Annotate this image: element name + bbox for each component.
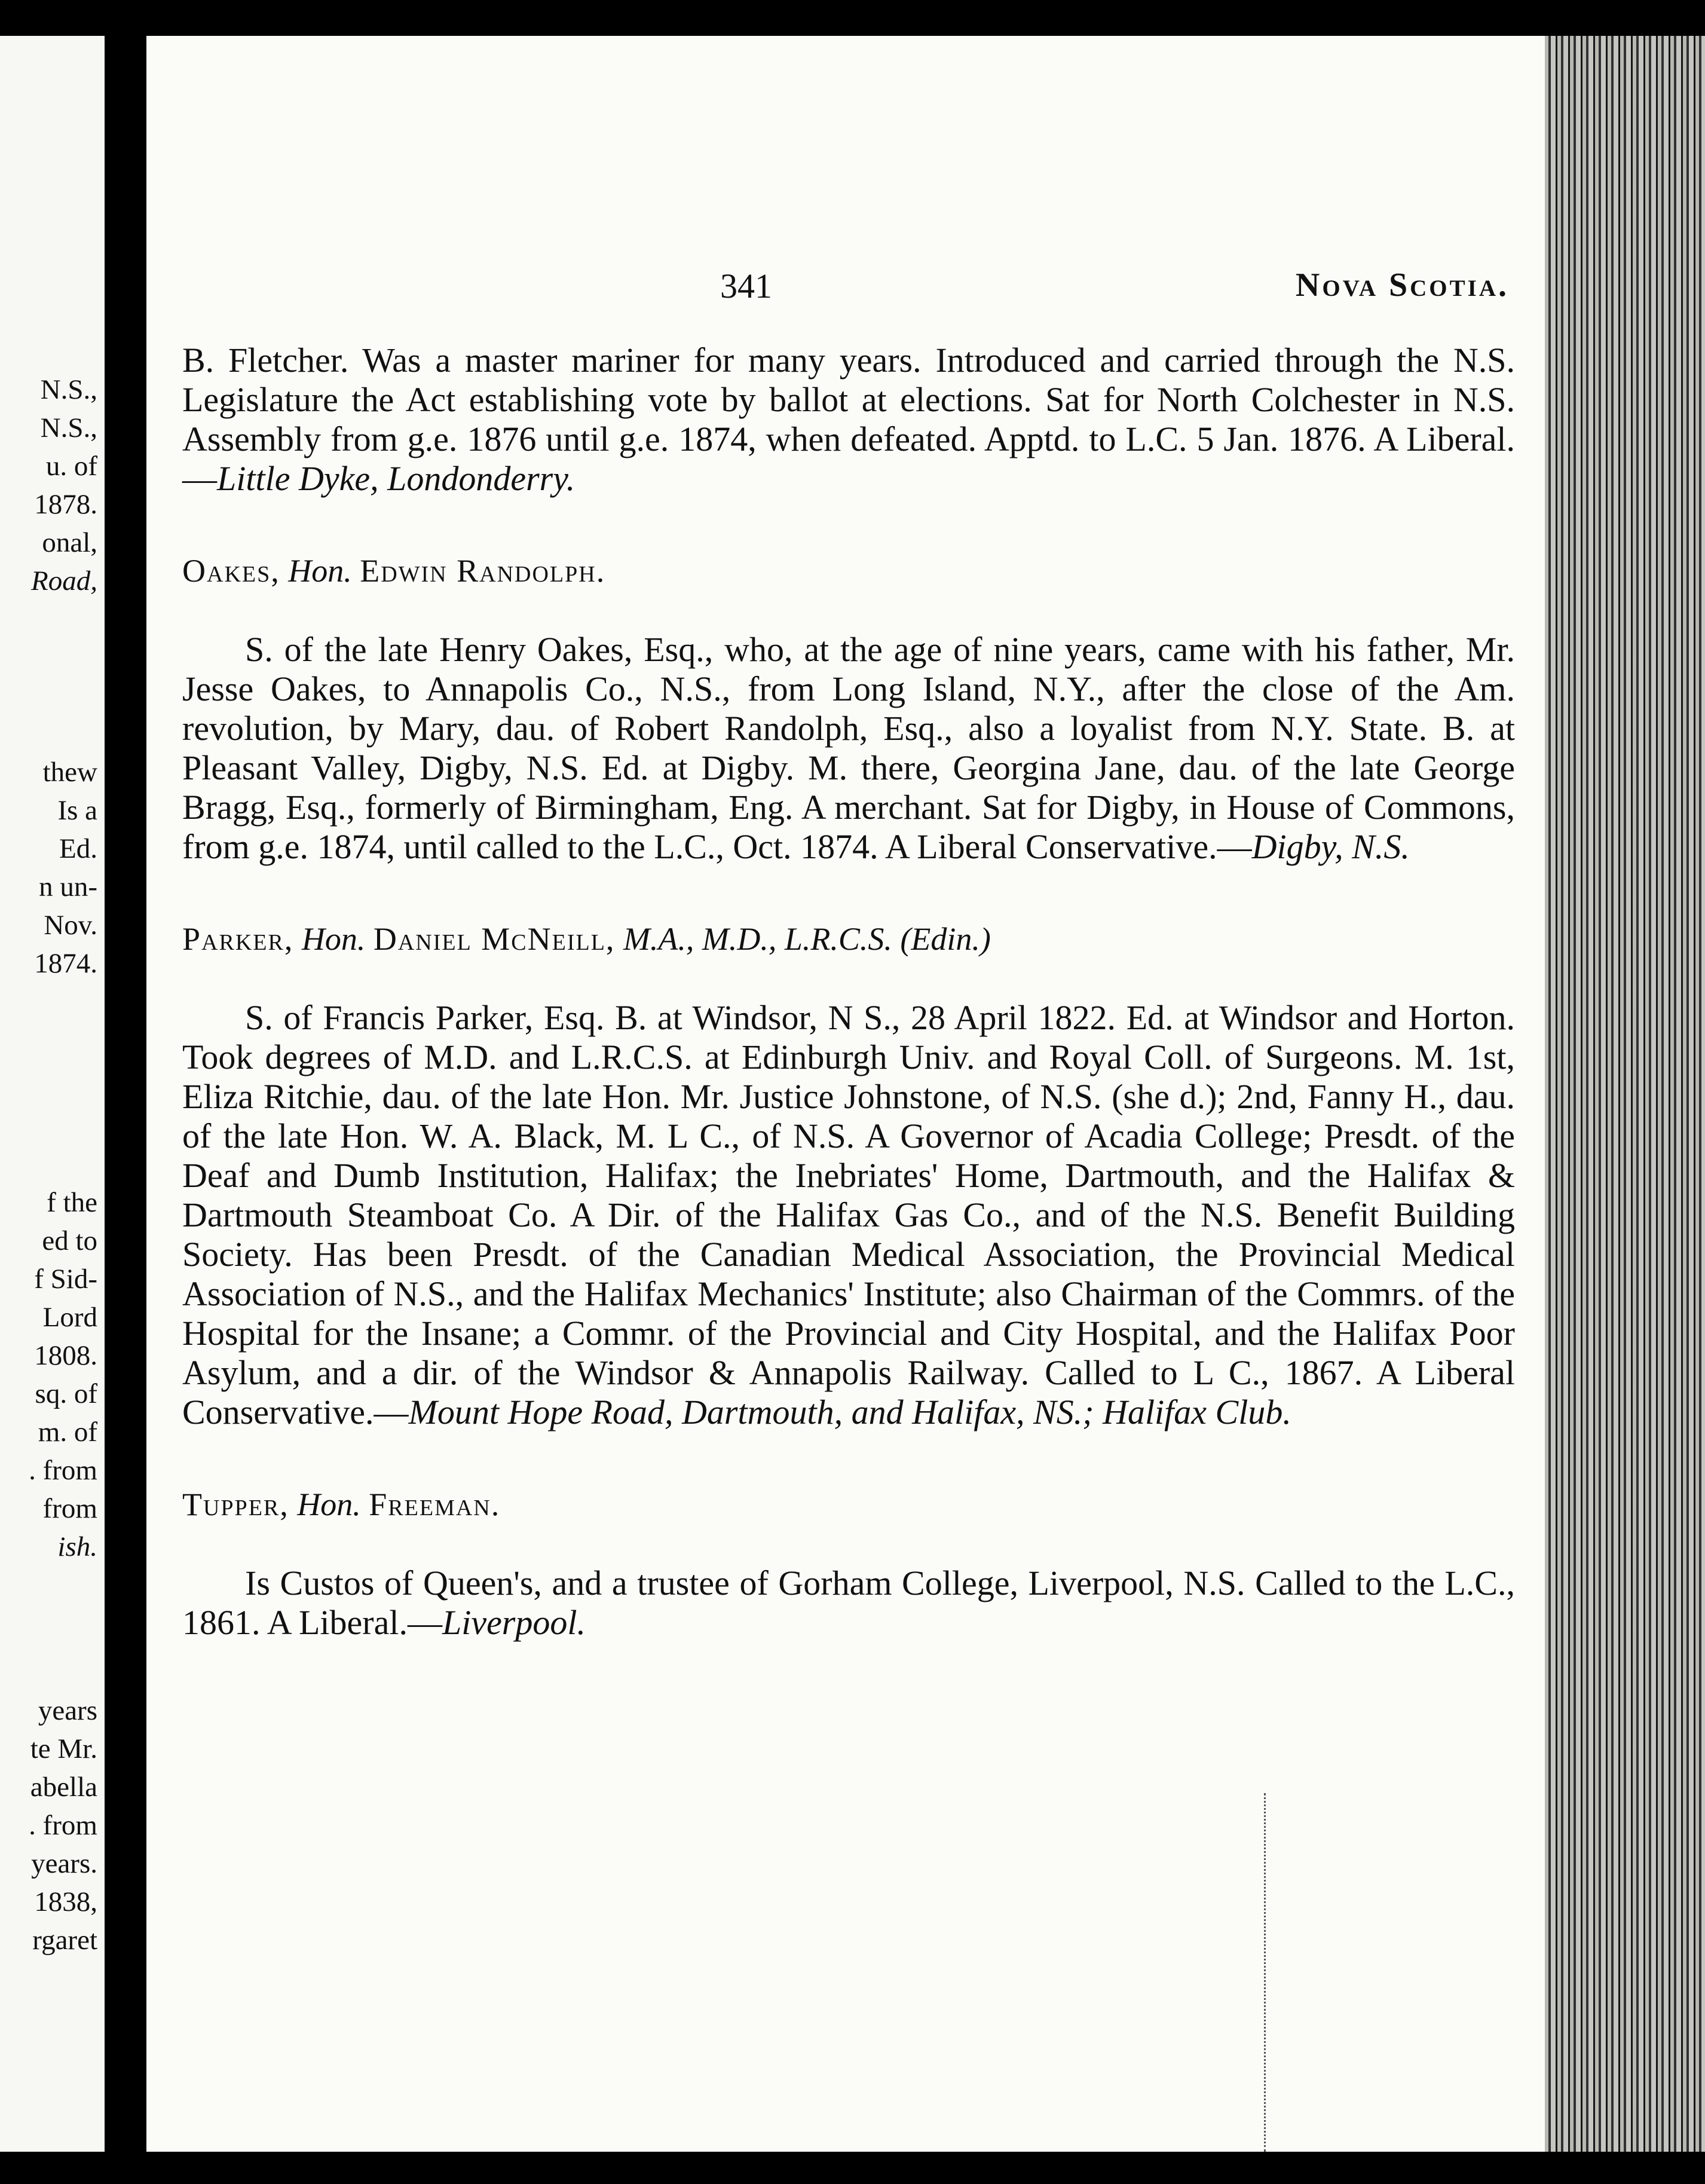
entry-text: Is Custos of Queen's, and a trustee of Gorham College, Liverpool, N.S. Called to the L.C., 1861. A Liberal.— [182, 1564, 1515, 1642]
entry-name: Freeman. [369, 1486, 501, 1522]
prev-page-line: 1838, [34, 1886, 97, 1917]
entry-name: Edwin Randolph. [360, 553, 606, 589]
entry-body-parker [182, 998, 1515, 1432]
entry-heading-parker [182, 919, 1515, 959]
entry-heading-tupper [182, 1485, 1515, 1524]
entry-text: B. Fletcher. Was a master mariner for many years. Introduced and carried through the N.S. Legislature the Act establishing vote by ballot at elections. Sat for North Colchester in N.S. Assembly from g.e. 1876 until g.e. 1874, when defeated. Apptd. to L.C. 5 Jan. 1876. A Liberal.— [182, 341, 1515, 498]
prev-page-line: sq. of [35, 1378, 97, 1409]
entry-degrees: M.A., M.D., L.R.C.S. [623, 921, 892, 957]
entry-heading-oakes [182, 551, 1515, 591]
prev-page-line: onal, [42, 527, 97, 558]
prev-page-line: years [38, 1695, 97, 1726]
prev-page-line: 1878. [34, 489, 97, 520]
prev-page-line: n un- [39, 871, 97, 903]
page-edge-shadow [1545, 36, 1705, 2152]
page-header [146, 266, 1545, 308]
margin-rule [1264, 1793, 1268, 2152]
entry-body-oakes [182, 630, 1515, 867]
prev-page-line: Ed. [59, 833, 97, 864]
prev-page-line: N.S., [40, 374, 97, 405]
continued-entry [182, 341, 1515, 498]
prev-page-line: 1808. [34, 1340, 97, 1371]
prev-page-line: rgaret [32, 1925, 97, 1956]
entry-honorific: Hon. [301, 921, 366, 957]
book-gutter [105, 0, 146, 2184]
entry-body-tupper [182, 1564, 1515, 1642]
page-body [182, 341, 1515, 1642]
prev-page-line: thew [42, 757, 97, 788]
prev-page-line: ed to [42, 1225, 97, 1256]
prev-page-line: f the [47, 1187, 97, 1218]
entry-name: Daniel McNeill, [373, 921, 616, 957]
prev-page-line: m. of [38, 1417, 97, 1448]
entry-honorific: Hon. [288, 553, 352, 589]
previous-page-fragment [0, 36, 105, 2152]
prev-page-line: . from [29, 1455, 97, 1486]
entry-address: Liverpool. [442, 1603, 586, 1642]
entry-address: Little Dyke, Londonderry. [217, 459, 576, 498]
running-head: Nova Scotia. [1295, 267, 1509, 304]
page-number: 341 [720, 267, 772, 305]
prev-page-line: N.S., [40, 412, 97, 443]
entry-surname: Tupper, [182, 1486, 289, 1522]
prev-page-line: abella [30, 1772, 97, 1803]
prev-page-line: Is a [57, 795, 97, 826]
entry-text: S. of Francis Parker, Esq. B. at Windsor, N S., 28 April 1822. Ed. at Windsor and Horton. Took degrees of M.D. and L.R.C.S. at Edinburgh Univ. and Royal Coll. of Surgeons. M. 1st, Eliza Ritchie, dau. of the late Hon. Mr. Justice Johnstone, of N.S. (she d.); 2nd, Fanny H., dau. of the late Hon. W. A. Black, M. L C., of N.S. A Governor of Acadia College; Presdt. of the Deaf and Dumb Institution, Halifax; the Inebriates' Home, Dartmouth, and the Halifax & Dartmouth Steamboat Co. A Dir. of the Halifax Gas Co., and of the N.S. Benefit Building Society. Has been Presdt. of the Canadian Medical Association, the Provincial Medical Association of N.S., and the Halifax Mechanics' Institute; also Chairman of the Commrs. of the Hospital for the Insane; a Commr. of the Provincial and City Hospital, and the Halifax Poor Asylum, and a dir. of the Windsor & Annapolis Railway. Called to L C., 1867. A Liberal Conservative.— [182, 998, 1515, 1431]
entry-degree-place: (Edin.) [900, 921, 991, 957]
prev-page-line: 1874. [34, 948, 97, 979]
entry-address: Digby, N.S. [1251, 827, 1410, 866]
prev-page-line: . from [29, 1810, 97, 1841]
entry-honorific: Hon. [297, 1486, 361, 1522]
book-page [146, 36, 1545, 2152]
prev-page-line: Lord [42, 1302, 97, 1333]
scan-border [0, 2152, 1705, 2184]
prev-page-line: Nov. [44, 910, 97, 941]
prev-page-line: f Sid- [34, 1264, 97, 1295]
prev-page-line: years. [31, 1848, 97, 1879]
prev-page-line: Road, [31, 565, 97, 597]
entry-surname: Oakes, [182, 553, 280, 589]
prev-page-line: te Mr. [30, 1733, 97, 1764]
entry-surname: Parker, [182, 921, 294, 957]
entry-address: Mount Hope Road, Dartmouth, and Halifax, NS.; Halifax Club. [408, 1393, 1291, 1431]
prev-page-line: ish. [57, 1531, 97, 1562]
prev-page-line: from [42, 1493, 97, 1524]
prev-page-line: u. of [45, 451, 97, 482]
entry-text: S. of the late Henry Oakes, Esq., who, at the age of nine years, came with his father, Mr. Jesse Oakes, to Annapolis Co., N.S., from Long Island, N.Y., after the close of the Am. revolution, by Mary, dau. of Robert Randolph, Esq., also a loyalist from N.Y. State. B. at Pleasant Valley, Digby, N.S. Ed. at Digby. M. there, Georgina Jane, dau. of the late George Bragg, Esq., formerly of Birmingham, Eng. A merchant. Sat for Digby, in House of Commons, from g.e. 1874, until called to the L.C., Oct. 1874. A Liberal Conservative.— [182, 630, 1515, 866]
